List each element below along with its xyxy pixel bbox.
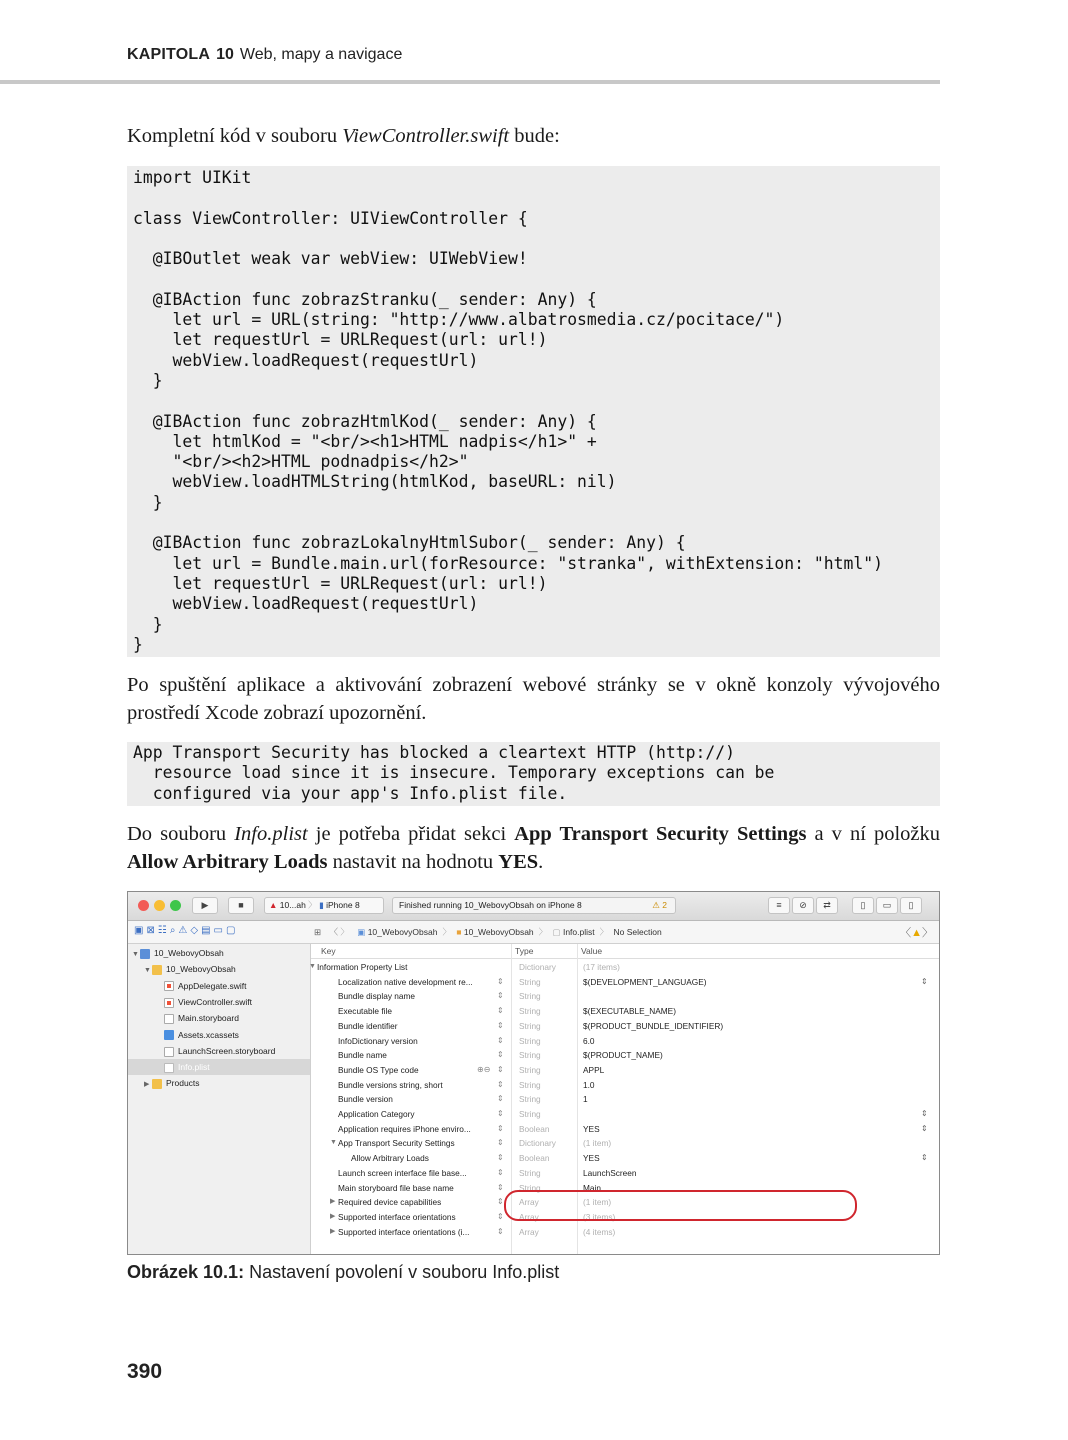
value-stepper-icon[interactable]: ⇕ xyxy=(921,976,928,986)
code-line: resource load since it is insecure. Temporary exceptions can be xyxy=(133,763,775,783)
plist-row[interactable] xyxy=(311,1151,939,1166)
disclosure-open-icon[interactable]: ▼ xyxy=(132,951,139,958)
code-line: App Transport Security has blocked a cleartext HTTP (http://) xyxy=(133,743,735,762)
jump-bar[interactable]: ⊞ 〈 〉 ▣ 10_WebovyObsah 〉 ■ 10_WebovyObsah 〉 ▢ Info.plist 〉 No Selection xyxy=(314,927,662,937)
storyboard-icon xyxy=(164,1047,174,1057)
plist-value[interactable]: YES xyxy=(583,1153,600,1164)
key-stepper-icon[interactable]: ⇕ xyxy=(497,1153,504,1163)
breadcrumb-group[interactable]: ■ 10_WebovyObsah xyxy=(456,927,534,937)
key-stepper-icon[interactable]: ⇕ xyxy=(497,1006,504,1016)
key-stepper-icon[interactable]: ⇕ xyxy=(497,1109,504,1118)
breadcrumb-project[interactable]: ▣ 10_WebovyObsah xyxy=(357,927,438,937)
value-stepper-icon[interactable]: ⇕ xyxy=(921,1153,928,1163)
key-stepper-icon[interactable]: ⇕ xyxy=(497,976,504,986)
plist-key: InfoDictionary version xyxy=(338,1035,418,1046)
plist-key: Supported interface orientations (i... xyxy=(338,1226,470,1237)
plist-row[interactable] xyxy=(311,960,939,975)
plist-key: Bundle version xyxy=(338,1094,393,1105)
version-editor-button[interactable] xyxy=(816,897,838,914)
para3-text-1: Do souboru xyxy=(127,823,235,845)
code-line: import UIKit xyxy=(133,168,252,187)
code-line: let url = Bundle.main.url(forResource: "stranka", withExtension: "html") xyxy=(133,553,883,573)
forward-icon[interactable]: 〉 xyxy=(340,927,349,937)
left-panel-icon: ▯ xyxy=(860,900,866,910)
plist-value[interactable]: APPL xyxy=(583,1064,605,1075)
add-remove-icon[interactable]: ⊕⊖ xyxy=(477,1064,491,1074)
plist-value[interactable]: $(PRODUCT_BUNDLE_IDENTIFIER) xyxy=(583,1020,724,1031)
plist-row[interactable] xyxy=(311,1034,939,1049)
navigator-item-label: Products xyxy=(166,1078,200,1089)
plist-value[interactable]: YES xyxy=(583,1123,600,1134)
navigator-item-label: LaunchScreen.storyboard xyxy=(178,1045,276,1056)
disclosure-closed-icon[interactable]: ▶ xyxy=(330,1212,336,1220)
code-line: } xyxy=(133,614,163,634)
code-line: configured via your app's Info.plist file. xyxy=(133,783,568,803)
chapter-number: 10 xyxy=(216,46,234,63)
plist-value[interactable]: (1 item) xyxy=(583,1197,612,1208)
code-line: } xyxy=(133,492,163,512)
plist-key: Allow Arbitrary Loads xyxy=(351,1153,429,1164)
running-header xyxy=(127,46,402,64)
plist-type[interactable]: String xyxy=(519,1094,541,1105)
code-line: @IBOutlet weak var webView: UIWebView! xyxy=(133,249,528,269)
scheme-selector[interactable]: ▲ 10...ah 〉 ▮ iPhone 8 xyxy=(264,897,384,914)
xcode-toolbar xyxy=(128,892,939,921)
plist-type[interactable]: String xyxy=(519,1079,541,1090)
issue-icon[interactable]: ⚠ xyxy=(178,925,191,936)
chapter-label: KAPITOLA xyxy=(127,46,211,63)
toggle-utilities-button[interactable] xyxy=(900,897,922,914)
plist-type[interactable]: Dictionary xyxy=(519,962,556,972)
column-value[interactable]: Value xyxy=(581,946,603,956)
para3-value: YES xyxy=(498,851,539,873)
code-line: let requestUrl = URLRequest(url: url!) xyxy=(133,330,548,350)
para3-filename: Info.plist xyxy=(234,823,308,845)
plist-row[interactable] xyxy=(311,1225,939,1240)
issue-navigation[interactable] xyxy=(900,924,933,940)
bottom-panel-icon: ▭ xyxy=(882,900,892,910)
plist-value[interactable]: (17 items) xyxy=(583,962,620,972)
plist-type[interactable]: Array xyxy=(519,1211,539,1222)
plist-type[interactable]: Array xyxy=(519,1197,539,1208)
scheme-name: 10...ah xyxy=(279,900,306,910)
code-line: let requestUrl = URLRequest(url: url!) xyxy=(133,573,548,593)
code-line: let htmlKod = "<br/><h1>HTML nadpis</h1>" + xyxy=(133,431,597,451)
stop-button[interactable] xyxy=(228,897,254,914)
plist-row[interactable] xyxy=(311,1122,939,1137)
plist-type[interactable]: String xyxy=(519,1035,541,1046)
storyboard-icon xyxy=(164,1014,174,1024)
para3-text-5: . xyxy=(538,851,544,873)
plist-editor xyxy=(311,944,939,1254)
search-icon[interactable]: ⌕ xyxy=(169,925,179,936)
plist-key: Information Property List xyxy=(317,962,408,972)
xcode-screenshot xyxy=(127,891,940,1255)
code-line xyxy=(133,391,934,411)
right-panel-icon: ▯ xyxy=(908,900,914,910)
navigator-item[interactable] xyxy=(128,978,310,994)
navigator-item[interactable] xyxy=(128,945,310,961)
navigator-bar xyxy=(128,921,939,944)
plist-row[interactable] xyxy=(311,989,939,1004)
navigator-item[interactable] xyxy=(128,1043,310,1059)
plist-type[interactable]: String xyxy=(519,1109,541,1119)
breadcrumb-file[interactable]: ▢ Info.plist xyxy=(552,927,595,937)
plist-key: Executable file xyxy=(338,1006,392,1017)
plist-value[interactable]: $(DEVELOPMENT_LANGUAGE) xyxy=(583,976,707,987)
caption-text: Nastavení povolení v souboru Info.plist xyxy=(244,1262,560,1282)
plist-row[interactable] xyxy=(311,1136,939,1151)
plist-row[interactable] xyxy=(311,975,939,990)
plist-type[interactable]: String xyxy=(519,976,541,987)
plist-type[interactable]: String xyxy=(519,1020,541,1031)
column-key[interactable]: Key xyxy=(321,946,336,956)
plist-type[interactable]: Dictionary xyxy=(519,1138,556,1149)
code-line xyxy=(133,513,934,533)
caption-label: Obrázek 10.1: xyxy=(127,1262,245,1282)
chevron-right-icon[interactable]: 〉 xyxy=(922,927,933,939)
plist-key: Application Category xyxy=(338,1109,415,1119)
plist-key: Localization native development re... xyxy=(338,976,473,987)
navigator-tabs[interactable] xyxy=(134,925,238,936)
instruction-paragraph xyxy=(127,820,940,876)
plist-key: Bundle display name xyxy=(338,991,416,1002)
rings-icon: ⊘ xyxy=(799,900,807,910)
navigator-item-label: AppDelegate.swift xyxy=(178,980,247,991)
key-stepper-icon[interactable]: ⇕ xyxy=(497,991,504,1001)
plist-type[interactable]: Boolean xyxy=(519,1123,550,1134)
breadcrumb-group-label: 10_WebovyObsah xyxy=(463,927,534,937)
folder-icon[interactable]: ▣ xyxy=(134,925,147,936)
value-stepper-icon[interactable]: ⇕ xyxy=(921,1123,928,1133)
plist-value[interactable]: (4 items) xyxy=(583,1226,616,1237)
plist-key: Bundle versions string, short xyxy=(338,1079,443,1090)
stop-icon: ■ xyxy=(238,900,244,910)
folder-icon xyxy=(152,965,162,975)
value-stepper-icon[interactable]: ⇕ xyxy=(921,1109,928,1118)
plist-key: Application requires iPhone enviro... xyxy=(338,1123,471,1134)
warning-badge[interactable]: ⚠ 2 xyxy=(652,900,667,910)
navigator-item[interactable] xyxy=(128,961,310,977)
breakpoint-icon[interactable]: ▭ xyxy=(213,925,226,936)
highlight-oval xyxy=(504,1190,857,1221)
lines-icon: ≡ xyxy=(776,900,782,910)
plist-row[interactable] xyxy=(311,1107,939,1122)
header-rule xyxy=(0,80,940,84)
plist-row[interactable] xyxy=(311,1092,939,1107)
code-line: webView.loadRequest(requestUrl) xyxy=(133,350,479,370)
activity-status xyxy=(392,897,676,914)
navigator-item[interactable] xyxy=(128,1010,310,1026)
back-icon[interactable]: 〈 xyxy=(329,927,339,937)
intro-paragraph xyxy=(127,122,940,150)
plist-value[interactable]: (3 items) xyxy=(583,1211,616,1222)
plist-value[interactable]: $(EXECUTABLE_NAME) xyxy=(583,1006,676,1017)
debug-icon[interactable]: ▤ xyxy=(201,925,214,936)
key-stepper-icon[interactable]: ⇕ xyxy=(497,1035,504,1045)
chevron-left-icon[interactable]: 〈 xyxy=(900,927,912,939)
key-stepper-icon[interactable]: ⇕ xyxy=(497,1182,504,1192)
code-line: "<br/><h2>HTML podnadpis</h2>" xyxy=(133,452,469,472)
navigator-item[interactable] xyxy=(128,1075,310,1091)
para3-text-3: a v ní položku xyxy=(806,823,941,845)
key-stepper-icon[interactable]: ⇕ xyxy=(497,1197,504,1207)
code-line: @IBAction func zobrazStranku(_ sender: Any) { xyxy=(133,289,597,309)
toggle-debug-button[interactable] xyxy=(876,897,898,914)
navigator-item[interactable] xyxy=(128,994,310,1010)
toggle-navigator-button[interactable] xyxy=(852,897,874,914)
plist-row[interactable] xyxy=(311,1166,939,1181)
breadcrumb-project-label: 10_WebovyObsah xyxy=(367,927,438,937)
plist-value[interactable]: LaunchScreen xyxy=(583,1167,637,1178)
hierarchy-icon[interactable]: ☷ xyxy=(157,925,170,936)
plist-key: Main storyboard file base name xyxy=(338,1182,454,1193)
standard-editor-button[interactable] xyxy=(768,897,790,914)
key-stepper-icon[interactable]: ⇕ xyxy=(497,1226,504,1236)
warning-count: 2 xyxy=(662,900,667,910)
para3-text-2: je potřeba přidat sekci xyxy=(307,823,515,845)
project-icon xyxy=(140,949,150,959)
breadcrumb-selection[interactable]: No Selection xyxy=(613,927,662,937)
para3-section: App Transport Security Settings xyxy=(514,823,807,845)
status-text: Finished running 10_WebovyObsah on iPhone 8 xyxy=(399,900,582,910)
key-stepper-icon[interactable]: ⇕ xyxy=(497,1094,504,1104)
column-type[interactable]: Type xyxy=(515,946,534,956)
code-line: webView.loadRequest(requestUrl) xyxy=(133,594,479,614)
project-navigator xyxy=(128,944,311,1254)
code-line: let url = URL(string: "http://www.albatrosmedia.cz/pocitace/") xyxy=(133,310,785,330)
disclosure-open-icon[interactable]: ▼ xyxy=(330,1139,337,1147)
navigator-item-label: Main.storyboard xyxy=(178,1013,239,1024)
figure-caption xyxy=(127,1262,559,1283)
run-button[interactable] xyxy=(192,897,218,914)
code-line: webView.loadHTMLString(htmlKod, baseURL: nil) xyxy=(133,472,617,492)
swift-file-icon xyxy=(164,981,174,991)
folder-icon xyxy=(152,1079,162,1089)
chapter-title: Web, mapy a navigace xyxy=(239,46,403,63)
navigator-item[interactable] xyxy=(128,1027,310,1043)
plist-key: Bundle name xyxy=(338,1050,387,1061)
page-number: 390 xyxy=(127,1360,163,1383)
close-window-icon[interactable] xyxy=(138,900,149,911)
plist-key: Required device capabilities xyxy=(338,1197,442,1208)
para3-text-4: nastavit na hodnotu xyxy=(327,851,499,873)
code-block-viewcontroller xyxy=(127,166,940,657)
disclosure-closed-icon[interactable]: ▶ xyxy=(144,1081,150,1089)
report-icon[interactable]: ▢ xyxy=(226,925,239,936)
plist-key: App Transport Security Settings xyxy=(338,1138,455,1149)
navigator-item-label: ViewController.swift xyxy=(178,996,253,1007)
breadcrumb-file-label: Info.plist xyxy=(562,927,595,937)
arrows-icon: ⇄ xyxy=(823,900,831,910)
key-stepper-icon[interactable]: ⇕ xyxy=(497,1211,504,1221)
navigator-item-label: Assets.xcassets xyxy=(178,1029,239,1040)
grid-icon[interactable]: ⊞ xyxy=(314,927,322,937)
para3-item: Allow Arbitrary Loads xyxy=(127,851,328,873)
code-line: } xyxy=(133,370,163,390)
zoom-window-icon[interactable] xyxy=(170,900,181,911)
plist-row[interactable] xyxy=(311,1004,939,1019)
code-line xyxy=(133,188,934,208)
plist-type[interactable]: String xyxy=(519,991,541,1002)
plist-type[interactable]: Boolean xyxy=(519,1153,550,1164)
plist-value[interactable]: 1.0 xyxy=(583,1079,595,1090)
plist-key: Launch screen interface file base... xyxy=(338,1167,467,1178)
test-icon[interactable]: ◇ xyxy=(190,925,202,936)
code-line: } xyxy=(133,634,143,654)
code-line xyxy=(133,229,934,249)
para1-text: Kompletní kód v souboru xyxy=(127,125,343,147)
plist-value[interactable]: Main xyxy=(583,1182,601,1193)
code-line: @IBAction func zobrazHtmlKod(_ sender: Any) { xyxy=(133,411,597,431)
source-control-icon[interactable]: ⊠ xyxy=(146,925,158,936)
disclosure-closed-icon[interactable]: ▶ xyxy=(330,1227,336,1235)
navigator-item-label: Info.plist xyxy=(178,1062,210,1073)
code-line: class ViewController: UIViewController { xyxy=(133,208,528,228)
plist-key: Bundle identifier xyxy=(338,1020,398,1031)
disclosure-closed-icon[interactable]: ▶ xyxy=(330,1198,336,1206)
play-icon: ▶ xyxy=(201,900,209,910)
para1-text-end: bude: xyxy=(509,125,560,147)
plist-type[interactable]: String xyxy=(519,1167,541,1178)
assets-icon xyxy=(164,1030,174,1040)
plist-type[interactable]: String xyxy=(519,1006,541,1017)
console-paragraph: Po spuštění aplikace a aktivování zobrazení webové stránky se v okně konzoly vývojového prostředí Xcode zobrazí upozornění. xyxy=(127,674,940,724)
key-stepper-icon[interactable]: ⇕ xyxy=(497,1167,504,1177)
key-stepper-icon[interactable]: ⇕ xyxy=(497,1020,504,1030)
para1-filename: ViewController.swift xyxy=(342,125,510,147)
key-stepper-icon[interactable]: ⇕ xyxy=(497,1123,504,1133)
key-stepper-icon[interactable]: ⇕ xyxy=(497,1064,504,1074)
plist-row[interactable] xyxy=(311,1078,939,1093)
plist-value[interactable]: $(PRODUCT_NAME) xyxy=(583,1050,663,1061)
assistant-editor-button[interactable] xyxy=(792,897,814,914)
plist-value[interactable]: (1 item) xyxy=(583,1138,612,1149)
plist-column-headers xyxy=(311,944,939,959)
navigator-item[interactable] xyxy=(128,1059,310,1075)
plist-key: Bundle OS Type code xyxy=(338,1064,419,1075)
code-block-warning xyxy=(127,742,940,806)
xcode-app-icon: ▲ xyxy=(269,900,278,910)
plist-row[interactable] xyxy=(311,1063,939,1078)
plist-row[interactable] xyxy=(311,1048,939,1063)
device-name: iPhone 8 xyxy=(326,900,360,910)
plist-type[interactable]: Array xyxy=(519,1226,539,1237)
navigator-item-label: 10_WebovyObsah xyxy=(166,964,236,975)
key-stepper-icon[interactable]: ⇕ xyxy=(497,1138,504,1148)
minimize-window-icon[interactable] xyxy=(154,900,165,911)
swift-file-icon xyxy=(164,998,174,1008)
plist-row[interactable] xyxy=(311,1019,939,1034)
disclosure-open-icon[interactable]: ▼ xyxy=(309,963,316,970)
plist-type[interactable]: String xyxy=(519,1064,541,1075)
key-stepper-icon[interactable]: ⇕ xyxy=(497,1079,504,1089)
plist-key: Supported interface orientations xyxy=(338,1211,456,1222)
navigator-item-label: 10_WebovyObsah xyxy=(154,948,224,958)
warning-icon: ▲ xyxy=(911,927,922,939)
plist-type[interactable]: String xyxy=(519,1182,541,1193)
key-stepper-icon[interactable]: ⇕ xyxy=(497,1050,504,1060)
plist-value[interactable]: 1 xyxy=(583,1094,588,1105)
plist-icon xyxy=(164,1063,174,1073)
code-line xyxy=(133,269,934,289)
plist-type[interactable]: String xyxy=(519,1050,541,1061)
plist-value[interactable]: 6.0 xyxy=(583,1035,595,1046)
disclosure-open-icon[interactable]: ▼ xyxy=(144,967,151,975)
code-line: @IBAction func zobrazLokalnyHtmlSubor(_ sender: Any) { xyxy=(133,533,686,553)
device-icon: ▮ xyxy=(319,900,324,910)
